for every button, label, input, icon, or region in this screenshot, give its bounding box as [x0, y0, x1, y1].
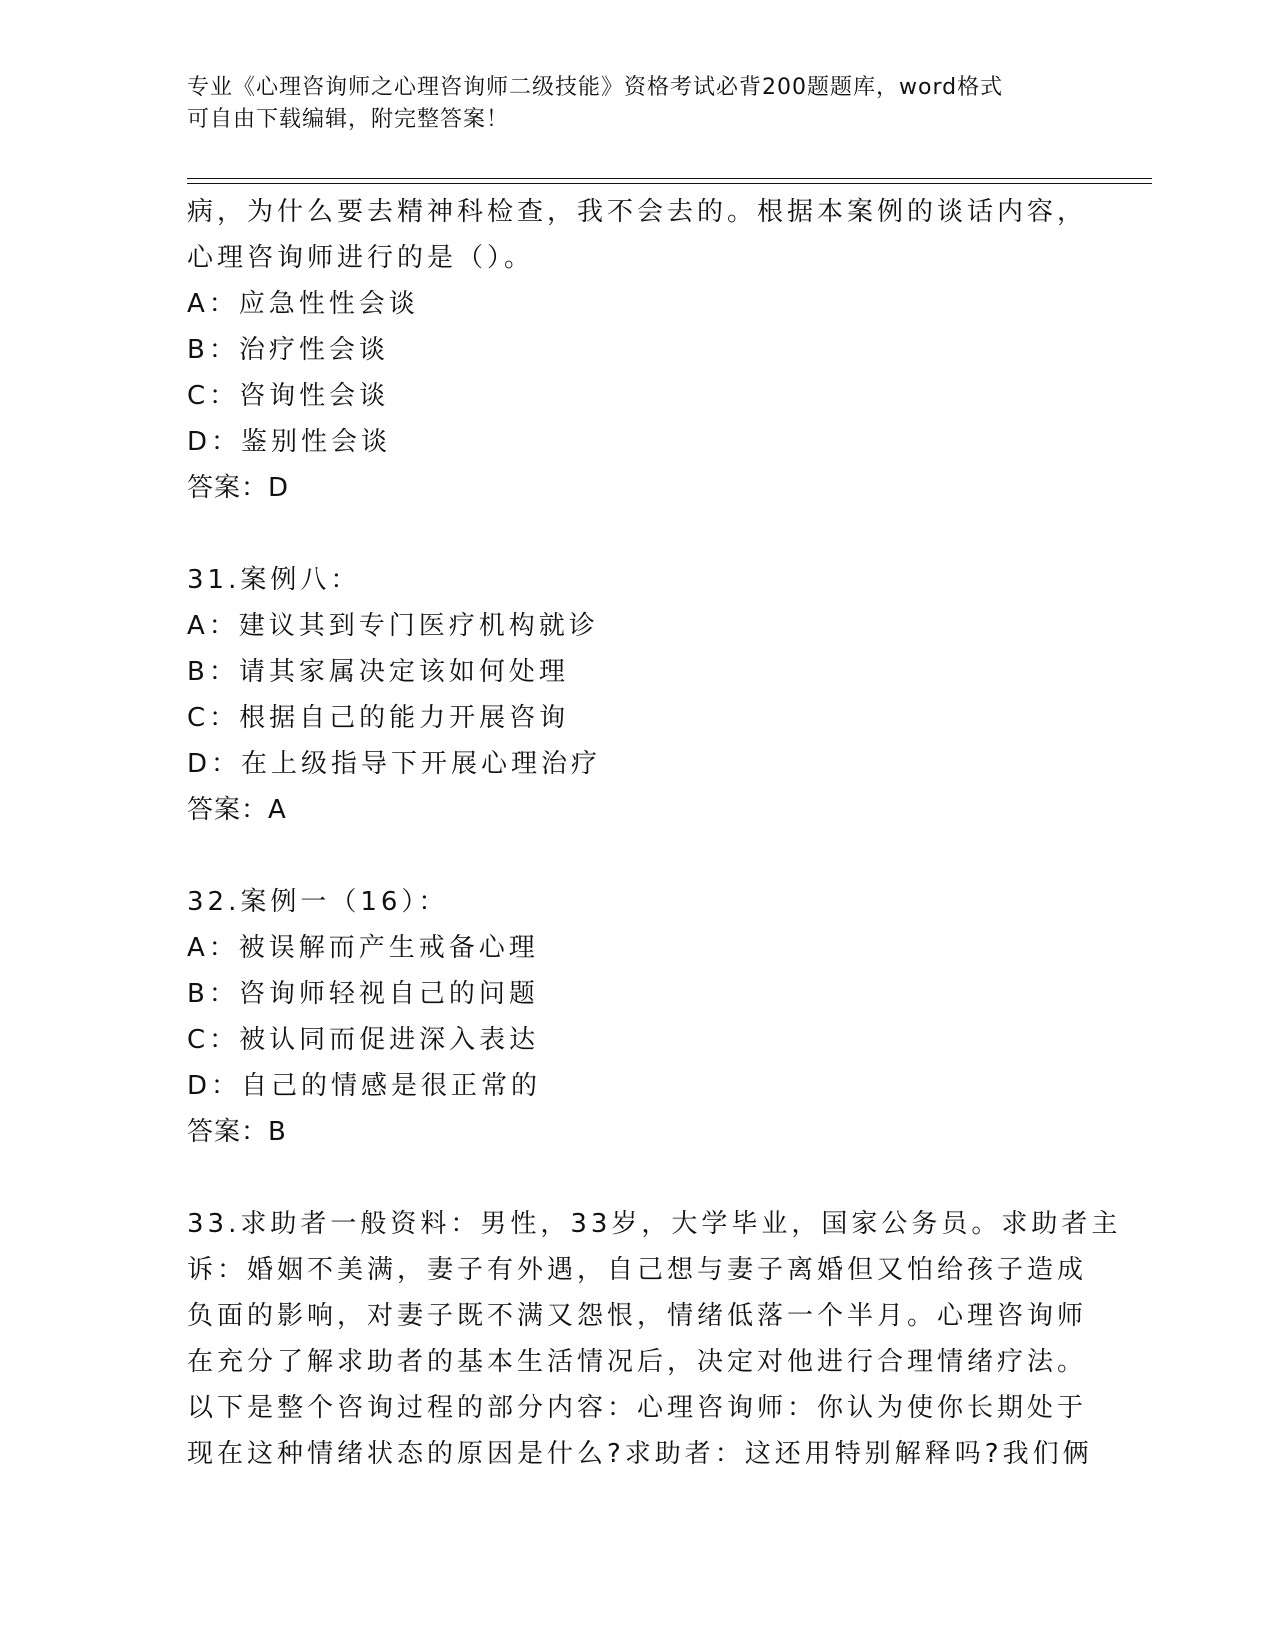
option-b: B：治疗性会谈 — [187, 335, 389, 365]
spacer — [187, 1155, 1087, 1201]
question-30 — [187, 189, 1087, 511]
spacer — [187, 511, 1087, 557]
question-stem-line: 33.求助者一般资料：男性，33岁，大学毕业，国家公务员。求助者主 — [187, 1209, 1122, 1239]
option-c: C：被认同而促进深入表达 — [187, 1025, 540, 1055]
question-32 — [187, 879, 1087, 1155]
question-stem-line: 病，为什么要去精神科检查，我不会去的。根据本案例的谈话内容， — [187, 197, 1088, 227]
question-stem-line: 诉：婚姻不美满，妻子有外遇，自己想与妻子离婚但又怕给孩子造成 — [187, 1255, 1088, 1285]
option-c: C：咨询性会谈 — [187, 381, 390, 411]
question-33 — [187, 1201, 1122, 1477]
question-stem-line: 在充分了解求助者的基本生活情况后，决定对他进行合理情绪疗法。 — [187, 1347, 1088, 1377]
option-d: D：在上级指导下开展心理治疗 — [187, 749, 602, 779]
header-line-1: 专业《心理咨询师之心理咨询师二级技能》资格考试必背200题题库，word格式 — [187, 75, 1004, 100]
question-31 — [187, 557, 1087, 833]
question-stem-line: 负面的影响，对妻子既不满又怨恨，情绪低落一个半月。心理咨询师 — [187, 1301, 1088, 1331]
option-b: B：请其家属决定该如何处理 — [187, 657, 569, 687]
answer-line: 答案：B — [187, 1117, 287, 1147]
question-stem-line: 以下是整个咨询过程的部分内容：心理咨询师：你认为使你长期处于 — [187, 1393, 1088, 1423]
answer-line: 答案：D — [187, 473, 290, 503]
option-a: A：应急性性会谈 — [187, 289, 419, 319]
question-stem-line: 31.案例八： — [187, 565, 361, 595]
header-divider-bottom — [187, 183, 1152, 184]
option-d: D：鉴别性会谈 — [187, 427, 392, 457]
question-stem-line: 心理咨询师进行的是（）。 — [187, 243, 535, 273]
option-a: A：被误解而产生戒备心理 — [187, 933, 539, 963]
question-stem-line: 32.案例一（16）： — [187, 887, 449, 917]
question-content — [187, 189, 1122, 1477]
header-divider-top — [187, 178, 1152, 179]
answer-line: 答案：A — [187, 795, 287, 825]
question-stem-line: 现在这种情绪状态的原因是什么?求助者：这还用特别解释吗?我们俩 — [187, 1439, 1093, 1469]
option-c: C：根据自己的能力开展咨询 — [187, 703, 570, 733]
option-d: D：自己的情感是很正常的 — [187, 1071, 542, 1101]
header-line-2: 可自由下载编辑，附完整答案！ — [187, 107, 510, 132]
document-header — [187, 72, 1087, 136]
option-b: B：咨询师轻视自己的问题 — [187, 979, 539, 1009]
spacer — [187, 833, 1087, 879]
option-a: A：建议其到专门医疗机构就诊 — [187, 611, 599, 641]
